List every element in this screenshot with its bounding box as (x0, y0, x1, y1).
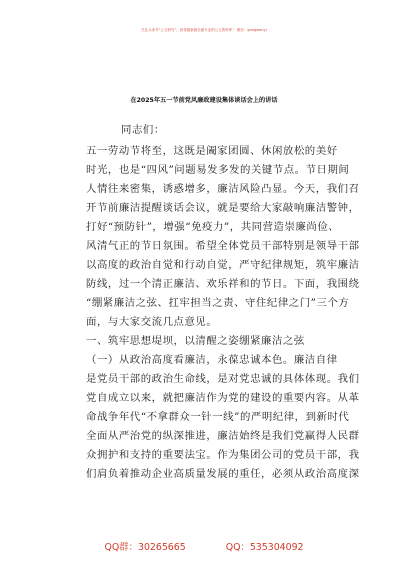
body-line: 开节前廉洁提醒谈话会议，就是要给大家敲响廉洁警钟， (86, 202, 360, 214)
footer-qq: QQ：535304092 (225, 542, 304, 553)
body-line: “绷紧廉洁之弦、扛牢担当之责、守住纪律之门”三个方 (86, 297, 350, 309)
header-banner: 关注头条号“公文研究”，获得最新最全最专业的公文资料库！ 微信：gongwenyj (141, 28, 267, 32)
body-line: 面，与大家交流几点意见。 (86, 316, 218, 328)
body-line: 以高度的政治自觉和行动自觉，严守纪律规矩，筑牢廉洁 (86, 259, 360, 271)
body-line: 全面从严治党的纵深推进，廉洁始终是我们党赢得人民群 (86, 430, 360, 442)
body-line: 众拥护和支持的重要法宝。作为集团公司的党员干部，我 (86, 449, 360, 461)
body-line: （一）从政治高度看廉洁，永葆忠诚本色。廉洁自律 (86, 354, 338, 366)
document-title: 在2025年五一节前党风廉政建设集体谈话会上的讲话 (130, 97, 278, 104)
body-line: 打好“预防针”，增强“免疫力”，共同营造崇廉尚俭、 (86, 221, 340, 233)
footer-contact (0, 539, 408, 553)
body-line: 命战争年代“不拿群众一针一线”的严明纪律，到新时代 (86, 411, 350, 423)
body-line: 人情往来密集，诱惑增多，廉洁风险凸显。今天，我们召 (86, 183, 360, 195)
body-line: 是党员干部的政治生命线，是对党忠诚的具体体现。我们 (86, 373, 360, 385)
body-line: 时光，也是“四风”问题易发多发的关键节点。节日期间 (86, 164, 350, 176)
footer-qq-group: QQ群：30265665 (104, 542, 186, 553)
body-line: 防线，过一个清正廉洁、欢乐祥和的节日。下面，我围绕 (86, 278, 360, 290)
body-line: 们肩负着推动企业高质量发展的重任，必须从政治高度深 (86, 468, 360, 480)
body-line: 风清气正的节日氛围。希望全体党员干部特别是领导干部 (86, 240, 360, 252)
section-heading: 一、筑牢思想堤坝，以清醒之姿绷紧廉洁之弦 (86, 335, 305, 347)
body-line: 五一劳动节将至，这既是阖家团圆、休闲放松的美好 (86, 145, 338, 157)
body-line: 党自成立以来，就把廉洁作为党的建设的重要内容。从革 (86, 392, 360, 404)
salutation-line: 同志们： (121, 124, 165, 136)
